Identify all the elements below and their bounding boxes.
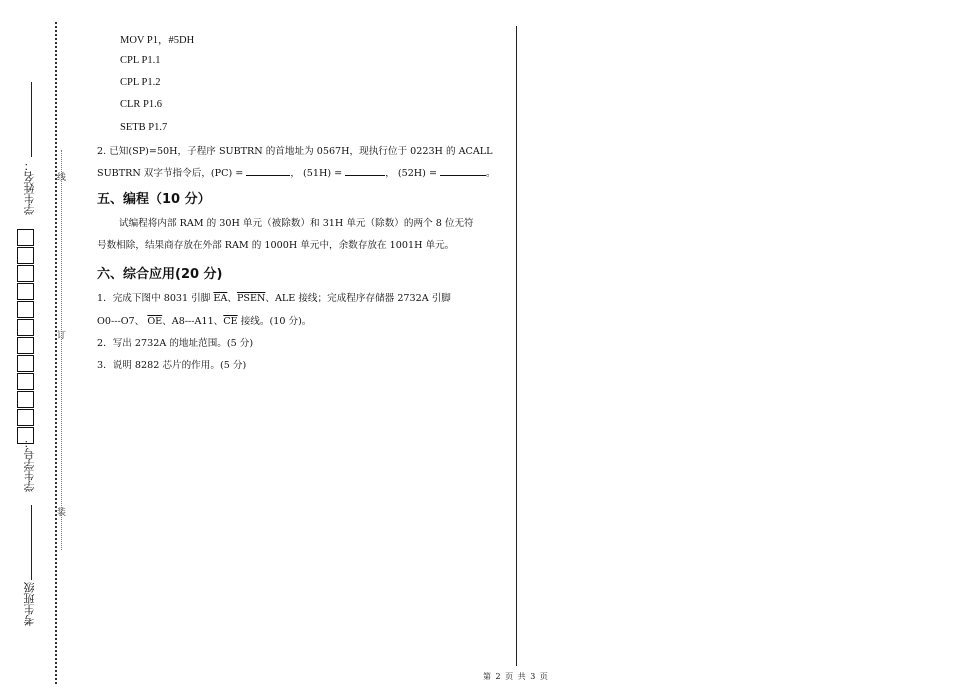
- section-6-question-1-line-1: [97, 290, 510, 304]
- section-5-line-2: 号数相除，结果商存放在外部 RAM 的 1000H 单元中，余数存放在 1001H 单元。: [97, 240, 455, 251]
- ea-pin: $\overline{EA}$: [213, 293, 228, 304]
- page-divider: [516, 26, 517, 666]
- student-id-boxes[interactable]: [17, 229, 34, 445]
- pc-answer-blank[interactable]: [246, 166, 290, 176]
- section-6-title: 六、综合应用(20 分): [97, 267, 223, 282]
- question-2-line-2: [97, 165, 512, 179]
- id-digit-box[interactable]: [17, 229, 34, 246]
- code-line: CLR P1.6: [120, 99, 163, 110]
- mark-zhuang: 装: [57, 508, 67, 518]
- binding-dotted-line: [55, 22, 57, 684]
- id-digit-box[interactable]: [17, 337, 34, 354]
- q2-text-end: 。: [486, 168, 496, 179]
- code-line: MOV P1，#5DH: [120, 35, 195, 46]
- student-name-label: 学生姓名：: [23, 160, 36, 215]
- id-digit-box[interactable]: [17, 247, 34, 264]
- id-digit-box[interactable]: [17, 355, 34, 372]
- q1-text: 接线。(10 分)。: [237, 316, 312, 327]
- class-label: 考生班级: [23, 582, 36, 626]
- id-digit-box[interactable]: [17, 391, 34, 408]
- id-digit-box[interactable]: [17, 373, 34, 390]
- q1-text: 、ALE 接线；完成程序存储器 2732A 引脚: [265, 293, 451, 304]
- id-digit-box[interactable]: [17, 283, 34, 300]
- q1-sep: 、: [227, 293, 237, 304]
- student-id-label: 学生学号：: [23, 437, 36, 492]
- section-6-question-1-line-2: [97, 313, 510, 327]
- question-2-line-1: 2. 已知(SP)=50H，子程序 SUBTRN 的首地址为 0567H，现执行位于 0223H 的 ACALL: [97, 146, 493, 157]
- code-line: SETB P1.7: [120, 122, 168, 133]
- page-number: 第 2 页 共 3 页: [483, 672, 549, 681]
- code-line: CPL P1.2: [120, 77, 161, 88]
- q1-text: 1．完成下图中 8031 引脚: [97, 293, 214, 304]
- id-digit-box[interactable]: [17, 265, 34, 282]
- q2-text-51h: ， (51H) =: [290, 168, 346, 179]
- class-field-line: [31, 505, 32, 580]
- id-digit-box[interactable]: [17, 319, 34, 336]
- q1-text: O0---O7、: [97, 316, 148, 327]
- psen-pin: PSEN: [236, 293, 266, 304]
- q2-text-52h: ， (52H) =: [385, 168, 441, 179]
- mark-ding: 订: [57, 331, 67, 341]
- section-5-title: 五、编程（10 分）: [97, 192, 211, 207]
- code-line: CPL P1.1: [120, 55, 161, 66]
- id-digit-box[interactable]: [17, 301, 34, 318]
- section-6-question-3: 3．说明 8282 芯片的作用。(5 分): [97, 360, 247, 371]
- id-digit-box[interactable]: [17, 409, 34, 426]
- section-6-question-2: 2．写出 2732A 的地址范围。(5 分): [97, 338, 254, 349]
- section-5-line-1: 试编程将内部 RAM 的 30H 单元（被除数）和 31H 单元（除数）的两个 8 位无符: [119, 218, 474, 229]
- q2-text-pc: SUBTRN 双字节指令后，(PC) =: [97, 168, 247, 179]
- name-field-line: [31, 82, 32, 157]
- mark-xian: 线: [57, 173, 67, 183]
- q1-text: 、A8---A11、: [162, 316, 224, 327]
- binding-inner-dotted-line: [61, 150, 62, 550]
- ce-pin: $\overline{CE}$: [223, 316, 238, 327]
- 51h-answer-blank[interactable]: [345, 166, 385, 176]
- 52h-answer-blank[interactable]: [440, 166, 486, 176]
- oe-pin: $\overline{OE}$: [147, 316, 163, 327]
- id-digit-box[interactable]: [17, 427, 34, 444]
